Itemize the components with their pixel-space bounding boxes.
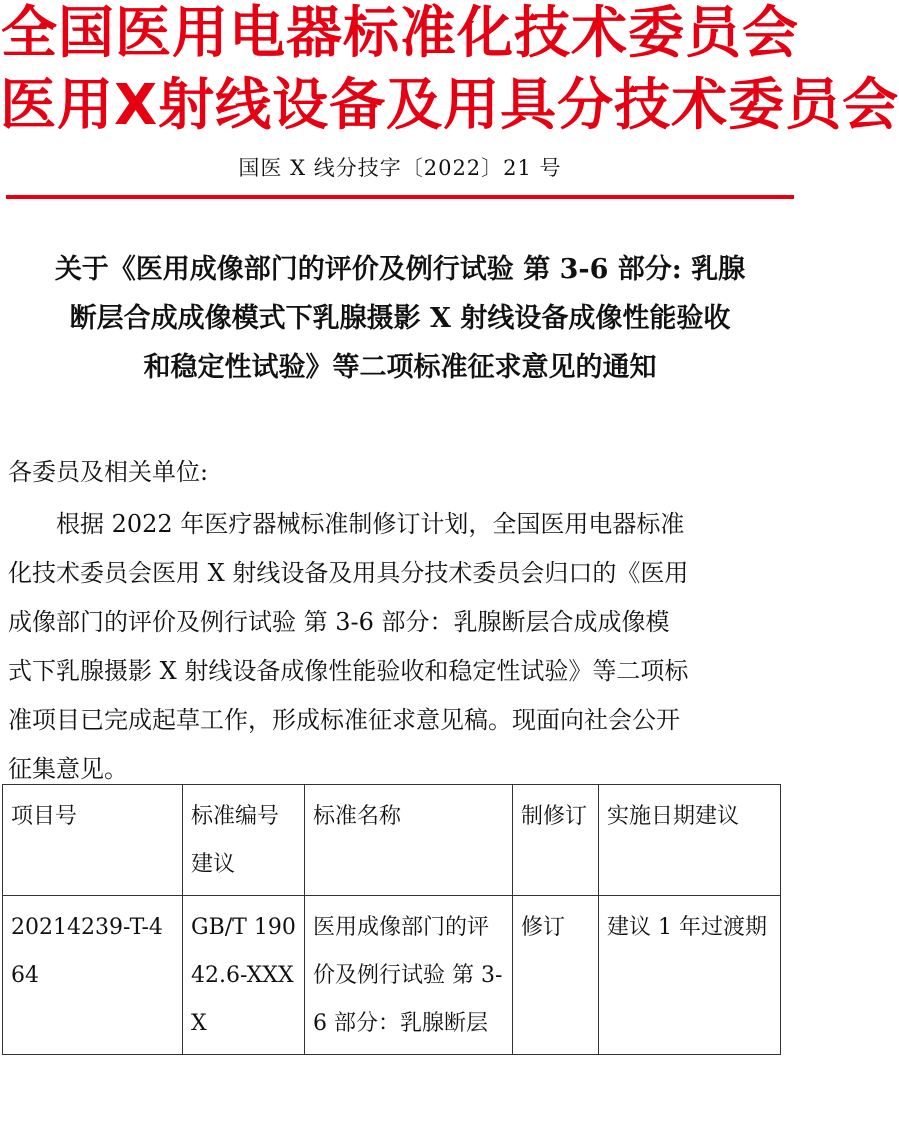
- header-project-no: 项目号: [3, 785, 183, 896]
- document-number: 国医 X 线分技字〔2022〕21 号: [238, 156, 562, 180]
- header-revise: 制修订: [513, 785, 599, 896]
- body-line: 准项目已完成起草工作，形成标准征求意见稿。现面向社会公开: [8, 706, 680, 734]
- salutation: 各委员及相关单位:: [8, 458, 209, 486]
- body-line: 根据 2022 年医疗器械标准制修订计划，全国医用电器标准: [8, 510, 685, 538]
- notice-title: [8, 245, 792, 392]
- table-row: [3, 896, 781, 1055]
- table-header-row: [3, 785, 781, 896]
- standards-table: [2, 784, 781, 1055]
- header-impl-date: 实施日期建议: [599, 785, 781, 896]
- body-line: 化技术委员会医用 X 射线设备及用具分技术委员会归口的《医用: [8, 559, 689, 587]
- red-divider: [6, 195, 794, 199]
- cell-std-no: GB/T 19042.6-XXXX: [183, 896, 305, 1055]
- notice-title-line1: 关于《医用成像部门的评价及例行试验 第 3-6 部分: 乳腺: [54, 254, 746, 285]
- notice-title-line2: 断层合成成像模式下乳腺摄影 X 射线设备成像性能验收: [69, 303, 731, 334]
- header-std-no: 标准编号建议: [183, 785, 305, 896]
- committee-name-line2: 医用X射线设备及用具分技术委员会: [0, 73, 899, 138]
- header-std-name: 标准名称: [305, 785, 513, 896]
- body-paragraph: [8, 500, 780, 794]
- cell-revise: 修订: [513, 896, 599, 1055]
- cell-impl-date: 建议 1 年过渡期: [599, 896, 781, 1055]
- cell-std-name: 医用成像部门的评价及例行试验 第 3-6 部分：乳腺断层: [305, 896, 513, 1055]
- cell-project-no: 20214239-T-464: [3, 896, 183, 1055]
- committee-name-line1: 全国医用电器标准化技术委员会: [1, 1, 799, 66]
- notice-title-line3: 和稳定性试验》等二项标准征求意见的通知: [143, 352, 657, 383]
- body-line: 征集意见。: [8, 755, 128, 783]
- body-line: 式下乳腺摄影 X 射线设备成像性能验收和稳定性试验》等二项标: [8, 657, 689, 685]
- body-line: 成像部门的评价及例行试验 第 3-6 部分：乳腺断层合成成像模: [8, 608, 670, 636]
